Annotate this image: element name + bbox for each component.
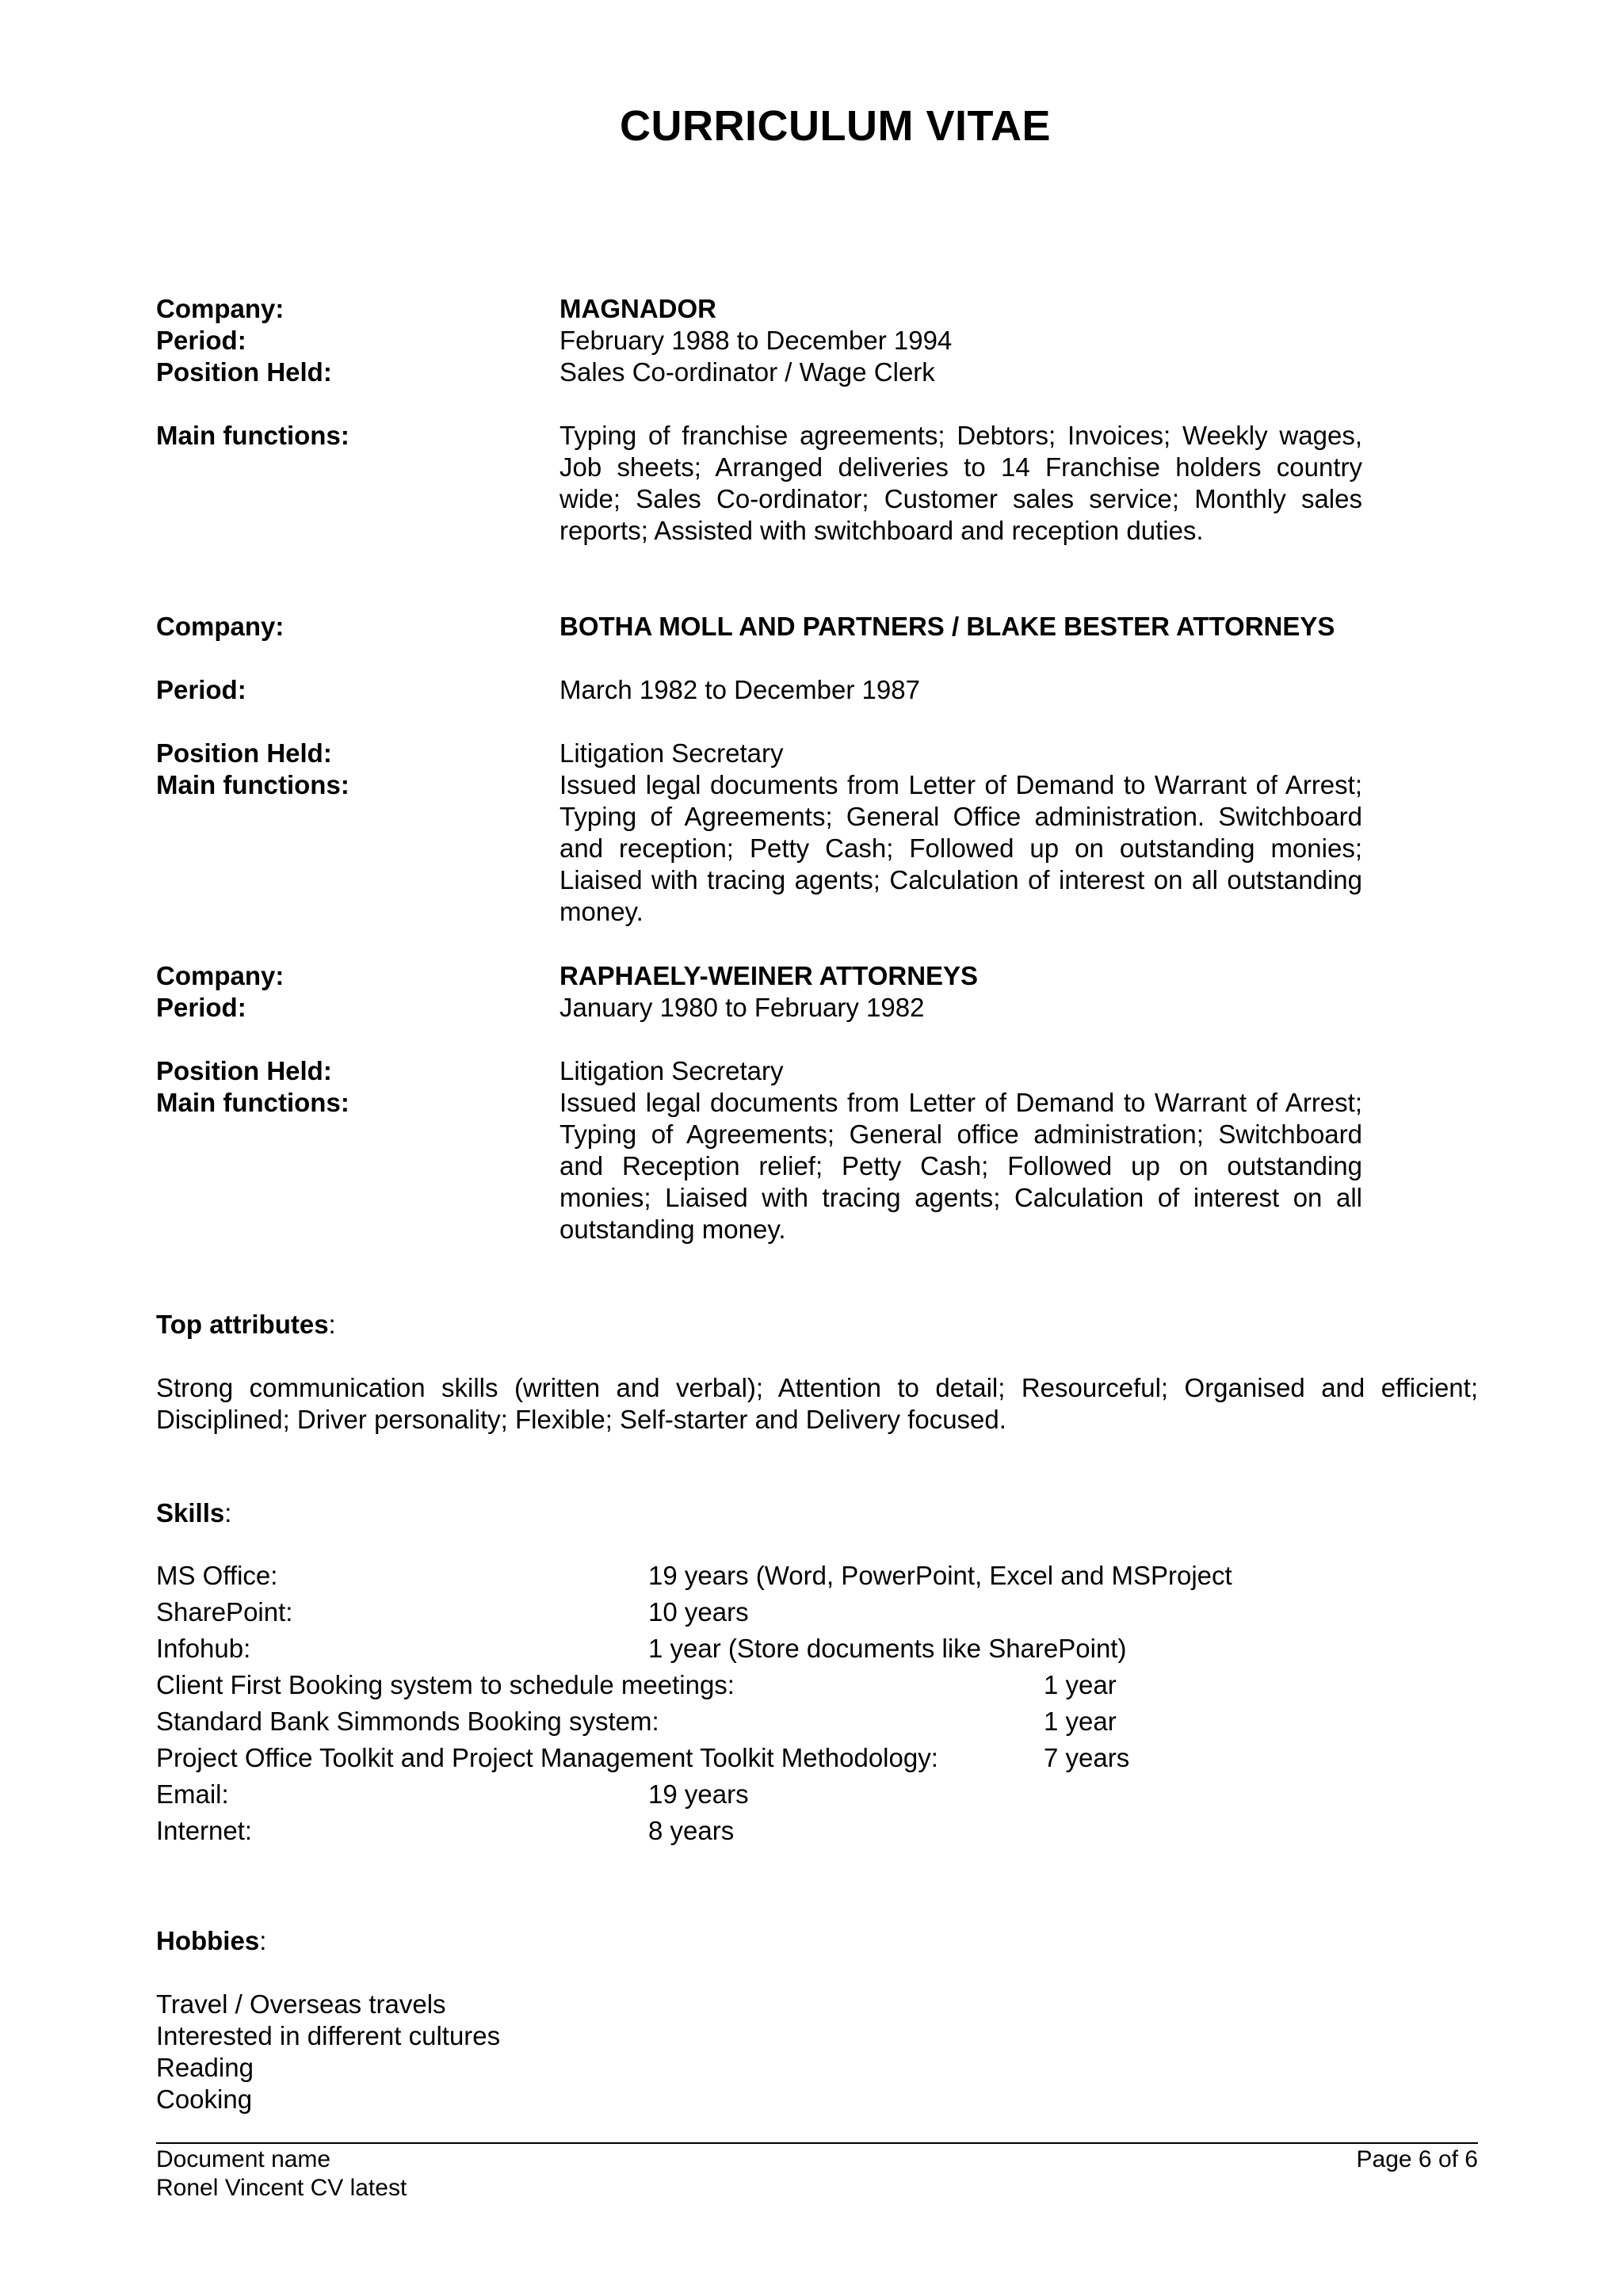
skill-name: MS Office: xyxy=(156,1561,278,1590)
skills-heading xyxy=(156,1497,231,1529)
skill-name: Infohub: xyxy=(156,1634,251,1663)
company-label: Company: xyxy=(156,612,285,641)
hobby-item: Reading xyxy=(156,2053,254,2082)
company-name: MAGNADOR xyxy=(559,294,716,323)
skill-name: Client First Booking system to schedule meetings: xyxy=(156,1670,735,1699)
skill-value: 1 year xyxy=(1044,1670,1117,1699)
skill-value: 19 years (Word, PowerPoint, Excel and MSProject xyxy=(648,1561,1232,1590)
company-label: Company: xyxy=(156,294,285,323)
hobby-item: Interested in different cultures xyxy=(156,2021,501,2050)
period-value: March 1982 to December 1987 xyxy=(559,675,920,704)
hobby-item: Travel / Overseas travels xyxy=(156,1989,446,2019)
footer-divider xyxy=(156,2142,1478,2144)
skill-name: Email: xyxy=(156,1779,229,1809)
attributes-text: Strong communication skills (written and verbal); Attention to detail; Resourceful; Organised and efficient; Disciplined; Driver personality; Flexible; Self-starter and Delivery focused. xyxy=(156,1373,1478,1434)
skill-name: Internet: xyxy=(156,1816,253,1845)
period-value: January 1980 to February 1982 xyxy=(559,993,925,1022)
position-label: Position Held: xyxy=(156,1056,332,1085)
period-value: February 1988 to December 1994 xyxy=(559,326,953,355)
skill-name: Standard Bank Simmonds Booking system: xyxy=(156,1707,659,1736)
hobby-item: Cooking xyxy=(156,2084,253,2114)
company-name: RAPHAELY-WEINER ATTORNEYS xyxy=(559,961,979,990)
period-label: Period: xyxy=(156,326,246,355)
footer-doc-name: Ronel Vincent CV latest xyxy=(156,2175,407,2201)
period-label: Period: xyxy=(156,675,246,704)
position-value: Litigation Secretary xyxy=(559,738,784,768)
functions-text: Typing of franchise agreements; Debtors; Invoices; Weekly wages, Job sheets; Arranged deliveries to 14 Franchise holders country wide; Sales Co-ordinator; Customer sales service; Monthly sales reports; Assisted with switchboard and reception duties. xyxy=(559,421,1362,545)
position-value: Sales Co-ordinator / Wage Clerk xyxy=(559,357,935,387)
period-label: Period: xyxy=(156,993,246,1022)
skill-value: 10 years xyxy=(648,1597,749,1627)
functions-text: Issued legal documents from Letter of Demand to Warrant of Arrest; Typing of Agreements; General office administration; Switchboard and Reception relief; Petty Cash; Followed up on outstanding monies; Liaised with tracing agents; Calculation of interest on all outstanding money. xyxy=(559,1088,1362,1244)
skill-name: Project Office Toolkit and Project Management Toolkit Methodology: xyxy=(156,1743,938,1772)
skill-value: 19 years xyxy=(648,1779,749,1809)
attributes-heading xyxy=(156,1309,336,1341)
functions-label: Main functions: xyxy=(156,1088,349,1117)
skill-name: SharePoint: xyxy=(156,1597,293,1627)
attributes-heading-colon: : xyxy=(328,1310,336,1339)
hobbies-heading-colon: : xyxy=(259,1926,267,1955)
functions-label: Main functions: xyxy=(156,421,349,450)
functions-text: Issued legal documents from Letter of Demand to Warrant of Arrest; Typing of Agreements; General Office administration. Switchboard and reception; Petty Cash; Followed up on outstanding monies; Liaised with tracing agents; Calculation of interest on all outstanding money. xyxy=(559,770,1362,926)
hobbies-heading xyxy=(156,1925,266,1957)
footer-doc-label: Document name xyxy=(156,2146,331,2172)
functions-label: Main functions: xyxy=(156,770,349,799)
attributes-heading-text: Top attributes xyxy=(156,1310,329,1339)
footer-page-number: Page 6 of 6 xyxy=(1356,2146,1478,2172)
company-label: Company: xyxy=(156,961,285,990)
position-value: Litigation Secretary xyxy=(559,1056,784,1085)
skill-value: 1 year xyxy=(1044,1707,1117,1736)
position-label: Position Held: xyxy=(156,738,332,768)
skill-value: 8 years xyxy=(648,1816,735,1845)
page-title: CURRICULUM VITAE xyxy=(620,102,1051,150)
company-name: BOTHA MOLL AND PARTNERS / BLAKE BESTER ATTORNEYS xyxy=(559,612,1335,641)
hobbies-heading-text: Hobbies xyxy=(156,1926,260,1955)
skill-value: 7 years xyxy=(1044,1743,1130,1772)
position-label: Position Held: xyxy=(156,357,332,387)
skills-heading-colon: : xyxy=(224,1498,232,1527)
skill-value: 1 year (Store documents like SharePoint) xyxy=(648,1634,1127,1663)
skills-heading-text: Skills xyxy=(156,1498,225,1527)
